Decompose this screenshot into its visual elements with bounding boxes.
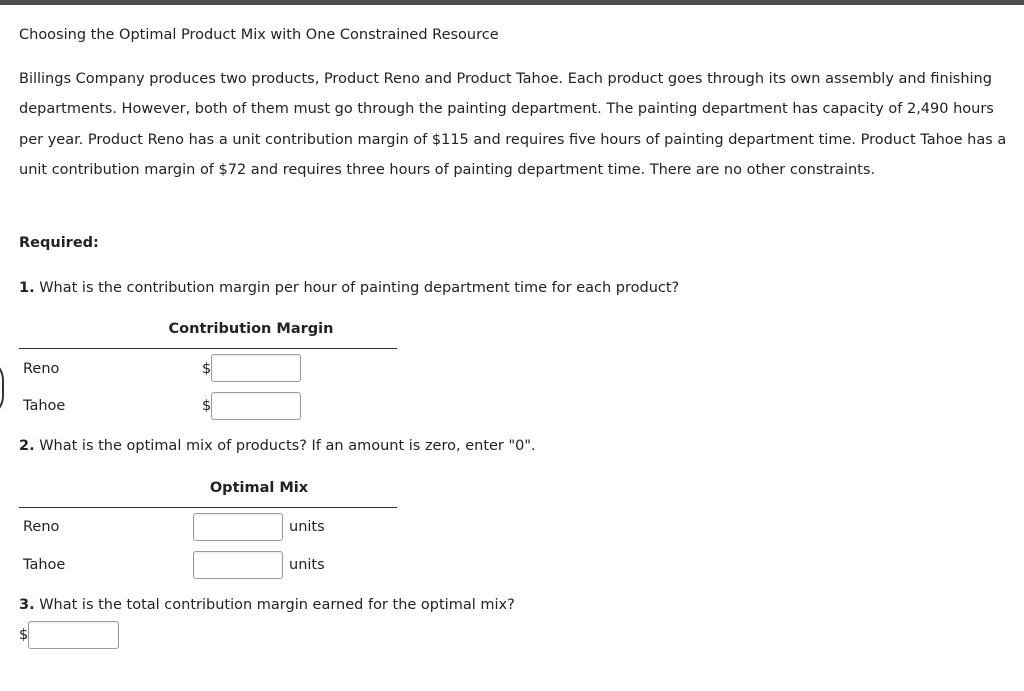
q1-row-label-tahoe: Tahoe: [23, 398, 66, 414]
q2-row-label-reno: Reno: [23, 519, 60, 535]
total-contribution-margin-input[interactable]: [28, 621, 119, 649]
tahoe-units-label: units: [289, 557, 325, 573]
question-2: [19, 438, 536, 454]
table-rule: [19, 507, 397, 508]
tahoe-contribution-margin-input[interactable]: [211, 392, 301, 420]
q1-reno-dollar-sign: $: [202, 361, 212, 377]
page-title: Choosing the Optimal Product Mix with One Constrained Resource: [19, 27, 499, 43]
optimal-mix-header: Optimal Mix: [209, 480, 309, 496]
question-1-number: 1.: [19, 280, 35, 296]
contribution-margin-header: Contribution Margin: [168, 321, 334, 337]
reno-contribution-margin-input[interactable]: [211, 354, 301, 382]
q2-row-label-tahoe: Tahoe: [23, 557, 66, 573]
question-3-number: 3.: [19, 597, 35, 613]
question-1: [19, 280, 679, 296]
question-1-text: What is the contribution margin per hour of painting department time for each product?: [39, 280, 680, 296]
problem-description: Billings Company produces two products, Product Reno and Product Tahoe. Each product goes through its own assembly and finishing departments. However, both of them must go through the painting department. The painting department has capacity of 2,490 hours per year. Product Reno has a unit contribution margin of $115 and requires five hours of painting department time. Product Tahoe has a unit contribution margin of $72 and requires three hours of painting department time. There are no other constraints.: [19, 71, 1007, 179]
required-heading: Required:: [19, 235, 99, 251]
q1-row-label-reno: Reno: [23, 361, 60, 377]
q3-dollar-sign: $: [19, 627, 29, 643]
q1-tahoe-dollar-sign: $: [202, 398, 212, 414]
tahoe-optimal-mix-input[interactable]: [193, 551, 283, 579]
question-3: [19, 597, 515, 613]
reno-optimal-mix-input[interactable]: [193, 513, 283, 541]
top-bar: [0, 0, 1024, 5]
question-2-number: 2.: [19, 438, 35, 454]
reno-units-label: units: [289, 519, 325, 535]
question-3-text: What is the total contribution margin earned for the optimal mix?: [39, 597, 515, 613]
table-rule: [19, 348, 397, 349]
edge-curve-decoration: [0, 358, 4, 418]
question-2-text: What is the optimal mix of products? If an amount is zero, enter "0".: [39, 438, 536, 454]
